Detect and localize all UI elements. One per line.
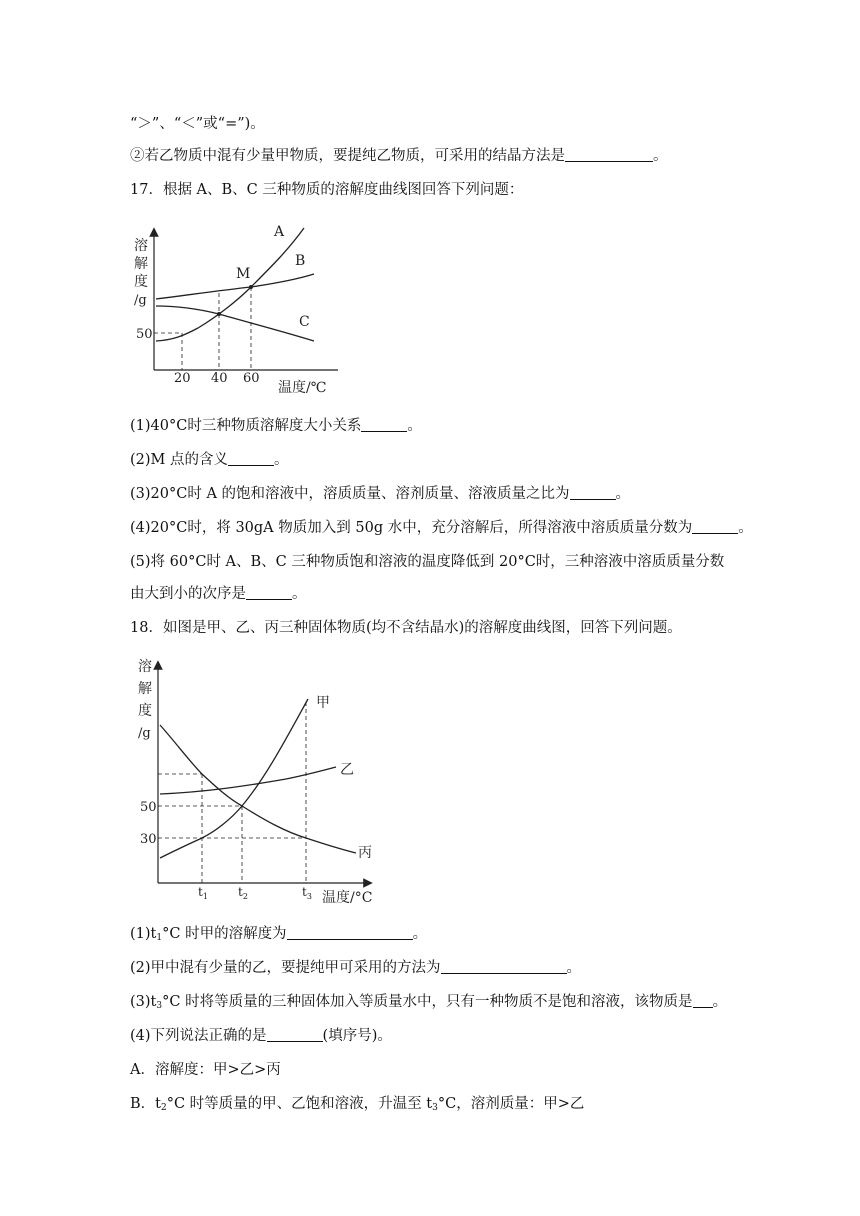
punct: 。 — [615, 486, 631, 502]
y-axis-label-char: 度 — [134, 274, 148, 290]
punct: 。 — [738, 520, 753, 536]
x-axis-label: 温度/°C — [322, 890, 373, 906]
punct: 。 — [566, 960, 582, 976]
y-axis-label-char: 度 — [138, 703, 152, 719]
series-label-bing: 丙 — [358, 845, 372, 861]
subscript: 2 — [160, 1103, 167, 1113]
series-label-jia: 甲 — [316, 695, 330, 711]
q18-stem — [130, 618, 682, 638]
q18-sub1-text: (1)t — [130, 926, 157, 942]
y-tick-50: 50 — [136, 327, 153, 342]
q17-sub1 — [130, 416, 422, 436]
q17-stem-text: 17．根据 A、B、C 三种物质的溶解度曲线图回答下列问题： — [130, 182, 524, 198]
option-b-text-cont: °C 时等质量的甲、乙饱和溶液，升温至 t — [166, 1096, 433, 1112]
q18-sub4-suffix: (填序号)。 — [322, 1028, 392, 1044]
figure-1-solubility-chart — [128, 218, 348, 398]
series-label-c: C — [299, 314, 310, 330]
answer-blank[interactable] — [287, 925, 413, 940]
answer-blank[interactable] — [565, 147, 653, 162]
q16-sub2-text: ②若乙物质中混有少量甲物质，要提纯乙物质，可采用的结晶方法是 — [130, 148, 565, 164]
q18-option-b — [130, 1094, 584, 1118]
answer-blank[interactable] — [570, 485, 616, 500]
q16-options-text: “＞”、“＜”或“=”)。 — [130, 116, 265, 132]
curve-yi — [160, 767, 336, 794]
q18-sub3-text-cont: °C 时将等质量的三种固体加入等质量水中，只有一种物质不是饱和溶液，该物质是 — [162, 994, 693, 1010]
point-label-m: M — [236, 266, 251, 282]
option-b-text-end: °C，溶剂质量：甲>乙 — [437, 1096, 585, 1112]
q18-sub1 — [130, 924, 427, 948]
punct: 。 — [412, 926, 428, 942]
punct: 。 — [712, 994, 728, 1010]
q18-stem-text: 18．如图是甲、乙、丙三种固体物质(均不含结晶水)的溶解度曲线图，回答下列问题。 — [130, 620, 682, 636]
y-axis-label-char: 溶 — [134, 238, 148, 254]
x-tick-60: 60 — [243, 371, 260, 386]
x-tick-20: 20 — [174, 371, 191, 386]
subscript: 1 — [156, 933, 163, 943]
intersection-point — [217, 312, 221, 316]
point-m — [249, 285, 253, 289]
curve-b — [156, 274, 314, 299]
option-b-text: B．t — [130, 1096, 161, 1112]
dashed-guides — [154, 287, 251, 370]
punct: 。 — [653, 148, 668, 164]
x-tick-t2: $t_2$ — [238, 885, 248, 901]
q17-stem — [130, 180, 523, 200]
q18-sub3 — [130, 992, 727, 1016]
x-tick-t1: $t_1$ — [198, 885, 208, 901]
answer-blank[interactable] — [228, 451, 274, 466]
y-tick-30: 30 — [140, 832, 157, 847]
punct: 。 — [292, 586, 307, 602]
q18-option-a — [130, 1060, 281, 1080]
q17-sub4 — [130, 518, 753, 538]
answer-blank[interactable] — [361, 417, 407, 432]
y-axis-label-char: /g — [134, 293, 147, 308]
series-label-b: B — [295, 253, 306, 269]
curve-c — [156, 306, 314, 341]
x-axis-label: 温度/℃ — [278, 380, 327, 396]
answer-blank[interactable] — [246, 585, 292, 600]
q16-sub2 — [130, 146, 668, 166]
q18-sub1-text-cont: °C 时甲的溶解度为 — [162, 926, 287, 942]
answer-blank[interactable] — [267, 1027, 323, 1042]
subscript: 3 — [432, 1103, 438, 1113]
q17-sub5-text-cont: 由大到小的次序是 — [130, 586, 246, 602]
q17-sub3-text: (3)20°C时 A 的饱和溶液中，溶质质量、溶剂质量、溶液质量之比为 — [130, 486, 570, 502]
x-tick-40: 40 — [211, 371, 228, 386]
answer-blank[interactable] — [441, 959, 567, 974]
q17-sub4-text: (4)20°C时，将 30gA 物质加入到 50g 水中，充分溶解后，所得溶液中溶质质量分数为 — [130, 520, 693, 536]
y-axis-label-char: 解 — [134, 256, 148, 272]
q17-sub2 — [130, 450, 289, 470]
q18-sub3-text: (3)t — [130, 994, 157, 1010]
q17-sub3 — [130, 484, 630, 504]
answer-blank[interactable] — [693, 993, 713, 1008]
punct: 。 — [274, 452, 289, 468]
q17-sub1-text: (1)40°C时三种物质溶解度大小关系 — [130, 418, 362, 434]
series-label-a: A — [274, 224, 285, 240]
series-label-yi: 乙 — [340, 762, 354, 778]
q16-line-continuation — [130, 114, 265, 134]
q18-sub2 — [130, 958, 581, 978]
curve-bing — [160, 725, 356, 853]
y-axis-label-char: 溶 — [138, 659, 152, 675]
y-axis-label-char: 解 — [138, 681, 152, 697]
x-tick-t3: $t_3$ — [302, 885, 312, 901]
answer-blank[interactable] — [692, 519, 738, 534]
punct: 。 — [407, 418, 422, 434]
y-tick-50: 50 — [140, 800, 157, 815]
q18-sub4-text: (4)下列说法正确的是 — [130, 1028, 267, 1044]
q17-sub2-text: (2)M 点的含义 — [130, 452, 228, 468]
y-axis-label-char: /g — [138, 726, 151, 741]
q17-sub5 — [130, 552, 724, 572]
q18-sub2-text: (2)甲中混有少量的乙，要提纯甲可采用的方法为 — [130, 960, 441, 976]
curve-a — [156, 228, 304, 341]
subscript: 3 — [156, 1001, 163, 1011]
option-a-text: A．溶解度：甲>乙>丙 — [130, 1062, 281, 1078]
q17-sub5-cont — [130, 584, 307, 604]
figure-2-solubility-chart — [136, 655, 386, 910]
q17-sub5-text: (5)将 60°C时 A、B、C 三种物质饱和溶液的温度降低到 20°C时，三种溶液中溶质质量分数 — [130, 554, 725, 570]
q18-sub4 — [130, 1026, 392, 1046]
